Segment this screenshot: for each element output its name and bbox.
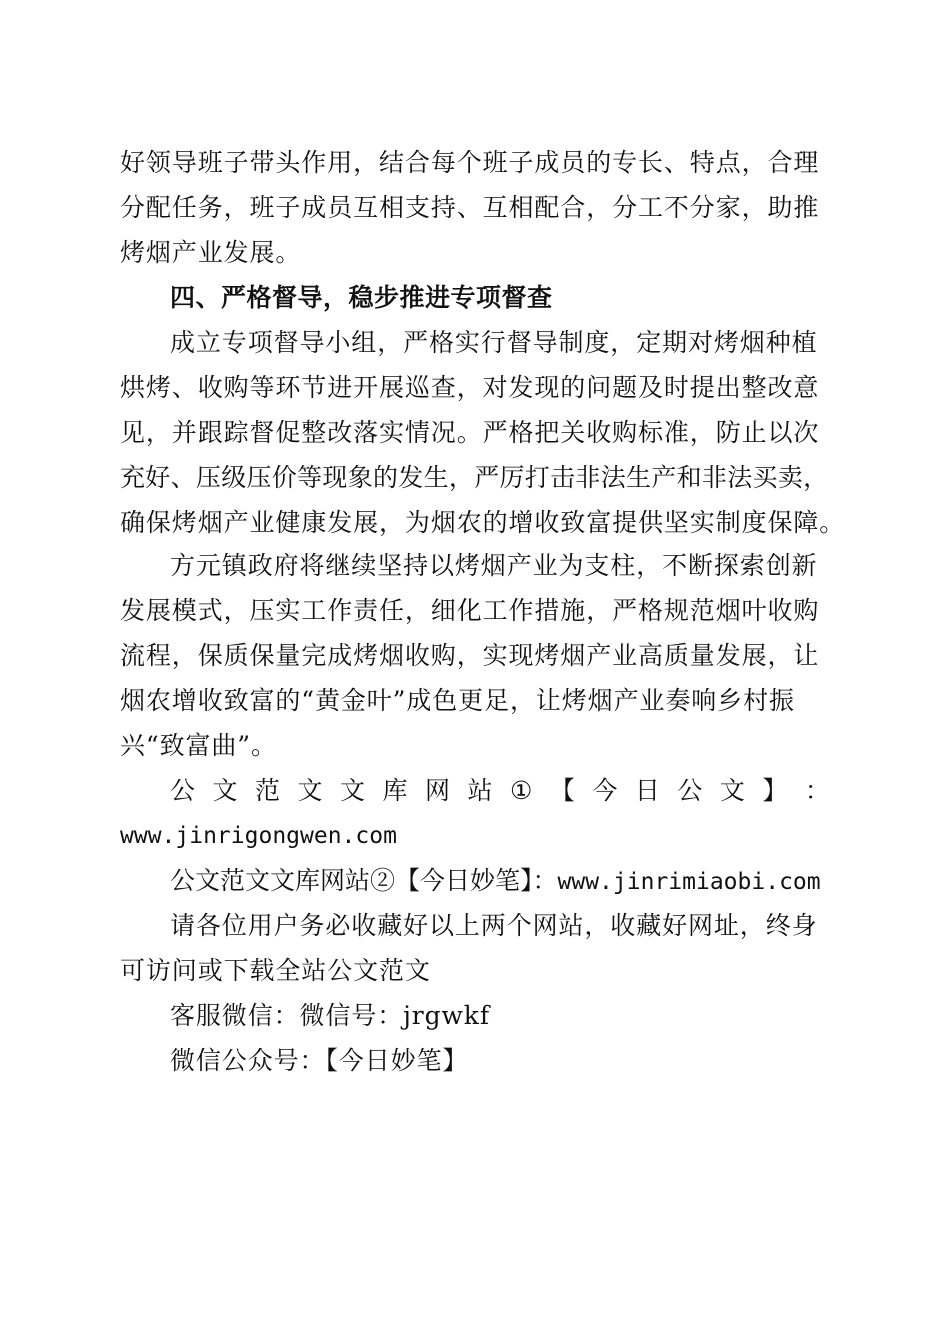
site-one-char: 】	[762, 776, 788, 805]
customer-service-wechat: 客服微信：微信号：jrgwkf	[170, 1001, 491, 1030]
notice-line-2: 可访问或下载全站公文范文	[120, 956, 431, 985]
supervision-line-2: 烘烤、收购等环节进开展巡查，对发现的问题及时提出整改意	[120, 373, 820, 402]
supervision-line-4: 充好、压级压价等现象的发生，严厉打击非法生产和非法买卖，	[120, 463, 829, 492]
conclusion-line-2: 发展模式，压实工作责任，细化工作措施，严格规范烟叶收购	[120, 596, 820, 625]
notice-line-1: 请各位用户务必收藏好以上两个网站，收藏好网址，终身	[170, 911, 818, 940]
site-two-line	[170, 864, 830, 898]
supervision-line-5: 确保烤烟产业健康发展，为烟农的增收致富提供坚实制度保障。	[120, 508, 846, 537]
supervision-line-3: 见，并跟踪督促整改落实情况。严格把关收购标准，防止以次	[120, 418, 820, 447]
site-one-char: 公	[677, 776, 703, 805]
site-one-char: 文	[340, 776, 366, 805]
conclusion-line-5: 兴“致富曲”。	[120, 731, 277, 760]
site-one-label	[170, 774, 830, 808]
site-one-char: 范	[255, 776, 281, 805]
section-heading: 四、严格督导，稳步推进专项督查	[170, 283, 553, 312]
conclusion-line-1: 方元镇政府将继续坚持以烤烟产业为支柱，不断探索创新	[170, 551, 818, 580]
site-one-char: 网	[425, 776, 451, 805]
intro-line-2: 分配任务，班子成员互相支持、互相配合，分工不分家，助推	[120, 193, 820, 222]
site-one-char: 文	[212, 776, 238, 805]
site-one-char: 站	[467, 776, 493, 805]
site-one-char: 文	[297, 776, 323, 805]
site-one-char: ：	[804, 776, 830, 805]
site-one-char: ①	[510, 776, 533, 805]
site-one-char: 公	[170, 776, 196, 805]
conclusion-line-4: 烟农增收致富的“黄金叶”成色更足，让烤烟产业奏响乡村振	[120, 686, 795, 715]
site-one-char: 库	[382, 776, 408, 805]
conclusion-line-3: 流程，保质保量完成烤烟收购，实现烤烟产业高质量发展，让	[120, 641, 820, 670]
site-one-char: 【	[549, 776, 575, 805]
site-one-char: 日	[634, 776, 660, 805]
official-account: 微信公众号：【今日妙笔】	[170, 1046, 469, 1075]
site-one-char: 今	[592, 776, 618, 805]
intro-line-1: 好领导班子带头作用，结合每个班子成员的专长、特点，合理	[120, 148, 820, 177]
site-one-url[interactable]: www.jinrigongwen.com	[120, 823, 397, 849]
intro-line-3: 烤烟产业发展。	[120, 238, 302, 267]
site-two-label: 公文范文文库网站②【今日妙笔】：	[170, 866, 558, 895]
supervision-line-1: 成立专项督导小组，严格实行督导制度，定期对烤烟种植	[170, 328, 818, 357]
site-two-url[interactable]: www.jinrimiaobi.com	[557, 869, 821, 895]
site-one-char: 文	[719, 776, 745, 805]
